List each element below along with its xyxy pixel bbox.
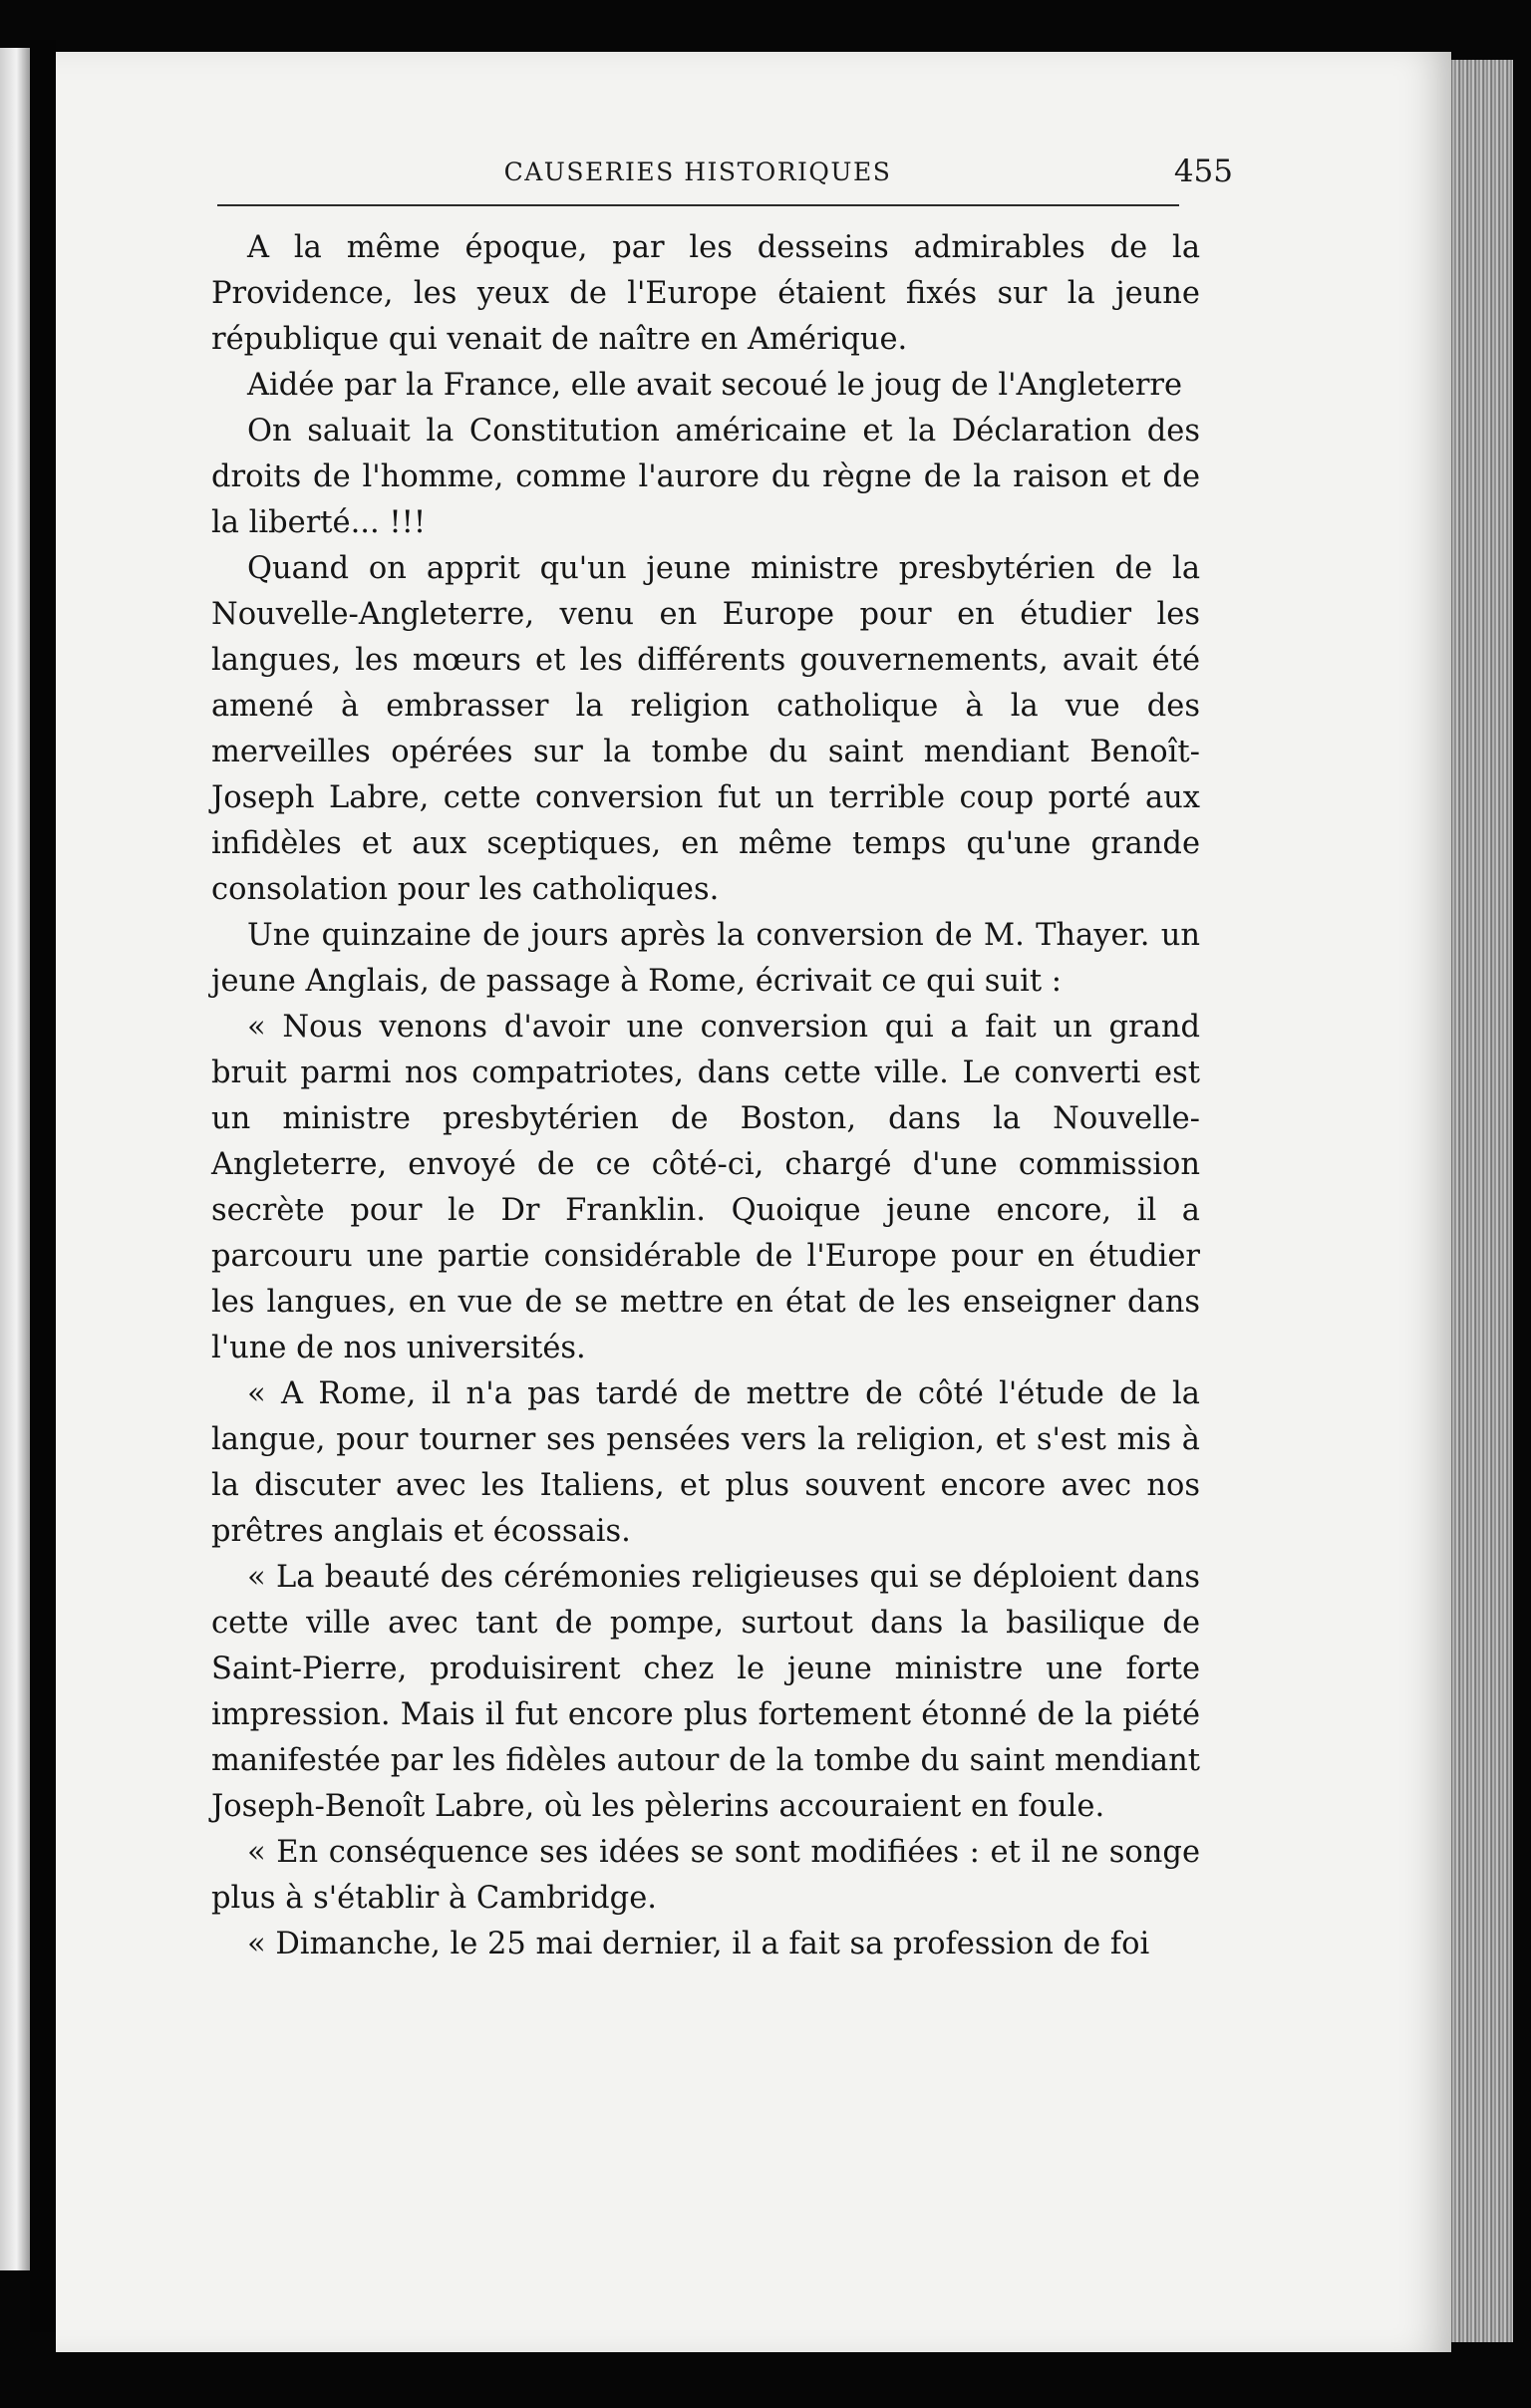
facing-page-edge (0, 48, 30, 2270)
running-header (162, 153, 1233, 197)
paragraph-1: A la même époque, par les desseins admirables de la Providence, les yeux de l'Europe étaient fixés sur la jeune république qui venait de naître en Amérique. (211, 230, 1200, 357)
paragraph-5: Une quinzaine de jours après la conversion de M. Thayer. un jeune Anglais, de passage à Rome, écrivait ce qui suit : (211, 918, 1200, 999)
header-rule (217, 204, 1179, 206)
paragraph-6: « Nous venons d'avoir une conversion qui a fait un grand bruit parmi nos compatriotes, dans cette ville. Le converti est un ministre presbytérien de Boston, dans la Nouvelle-Angleterre, envoyé de ce côté-ci, chargé d'une commission secrète pour le Dr Franklin. Quoique jeune encore, il a parcouru une partie considérable de l'Europe pour en étudier les langues, en vue de se mettre en état de les enseigner dans l'une de nos universités. (211, 1010, 1200, 1365)
page-number: 455 (1173, 153, 1233, 189)
paragraph-3: On saluait la Constitution américaine et la Déclaration des droits de l'homme, comme l'aurore du règne de la raison et de la liberté... !!! (211, 414, 1200, 540)
paragraph-8: « La beauté des cérémonies religieuses qui se déploient dans cette ville avec tant de pompe, surtout dans la basilique de Saint-Pierre, produisirent chez le jeune ministre une forte impression. Mais il fut encore plus fortement étonné de la piété manifestée par les fidèles autour de la tombe du saint mendiant Joseph-Benoît Labre, où les pèlerins accouraient en foule. (211, 1560, 1200, 1824)
body-text (211, 225, 1200, 1967)
paragraph-2: Aidée par la France, elle avait secoué le joug de l'Angleterre (247, 368, 1183, 403)
paragraph-10: « Dimanche, le 25 mai dernier, il a fait sa profession de foi (247, 1927, 1150, 1961)
running-title: CAUSERIES HISTORIQUES (503, 157, 892, 186)
book-gutter (30, 40, 56, 2332)
paragraph-9: « En conséquence ses idées se sont modifiées : et il ne songe plus à s'établir à Cambridge. (211, 1835, 1200, 1916)
page-stack-edges (1451, 60, 1513, 2342)
paragraph-4: Quand on apprit qu'un jeune ministre presbytérien de la Nouvelle-Angleterre, venu en Europe pour en étudier les langues, les mœurs et les différents gouvernements, avait été amené à embrasser la religion catholique à la vue des merveilles opérées sur la tombe du saint mendiant Benoît-Joseph Labre, cette conversion fut un terrible coup porté aux infidèles et aux sceptiques, en même temps qu'une grande consolation pour les catholiques. (211, 551, 1200, 907)
paragraph-7: « A Rome, il n'a pas tardé de mettre de côté l'étude de la langue, pour tourner ses pensées vers la religion, et s'est mis à la discuter avec les Italiens, et plus souvent encore avec nos prêtres anglais et écossais. (211, 1376, 1200, 1549)
